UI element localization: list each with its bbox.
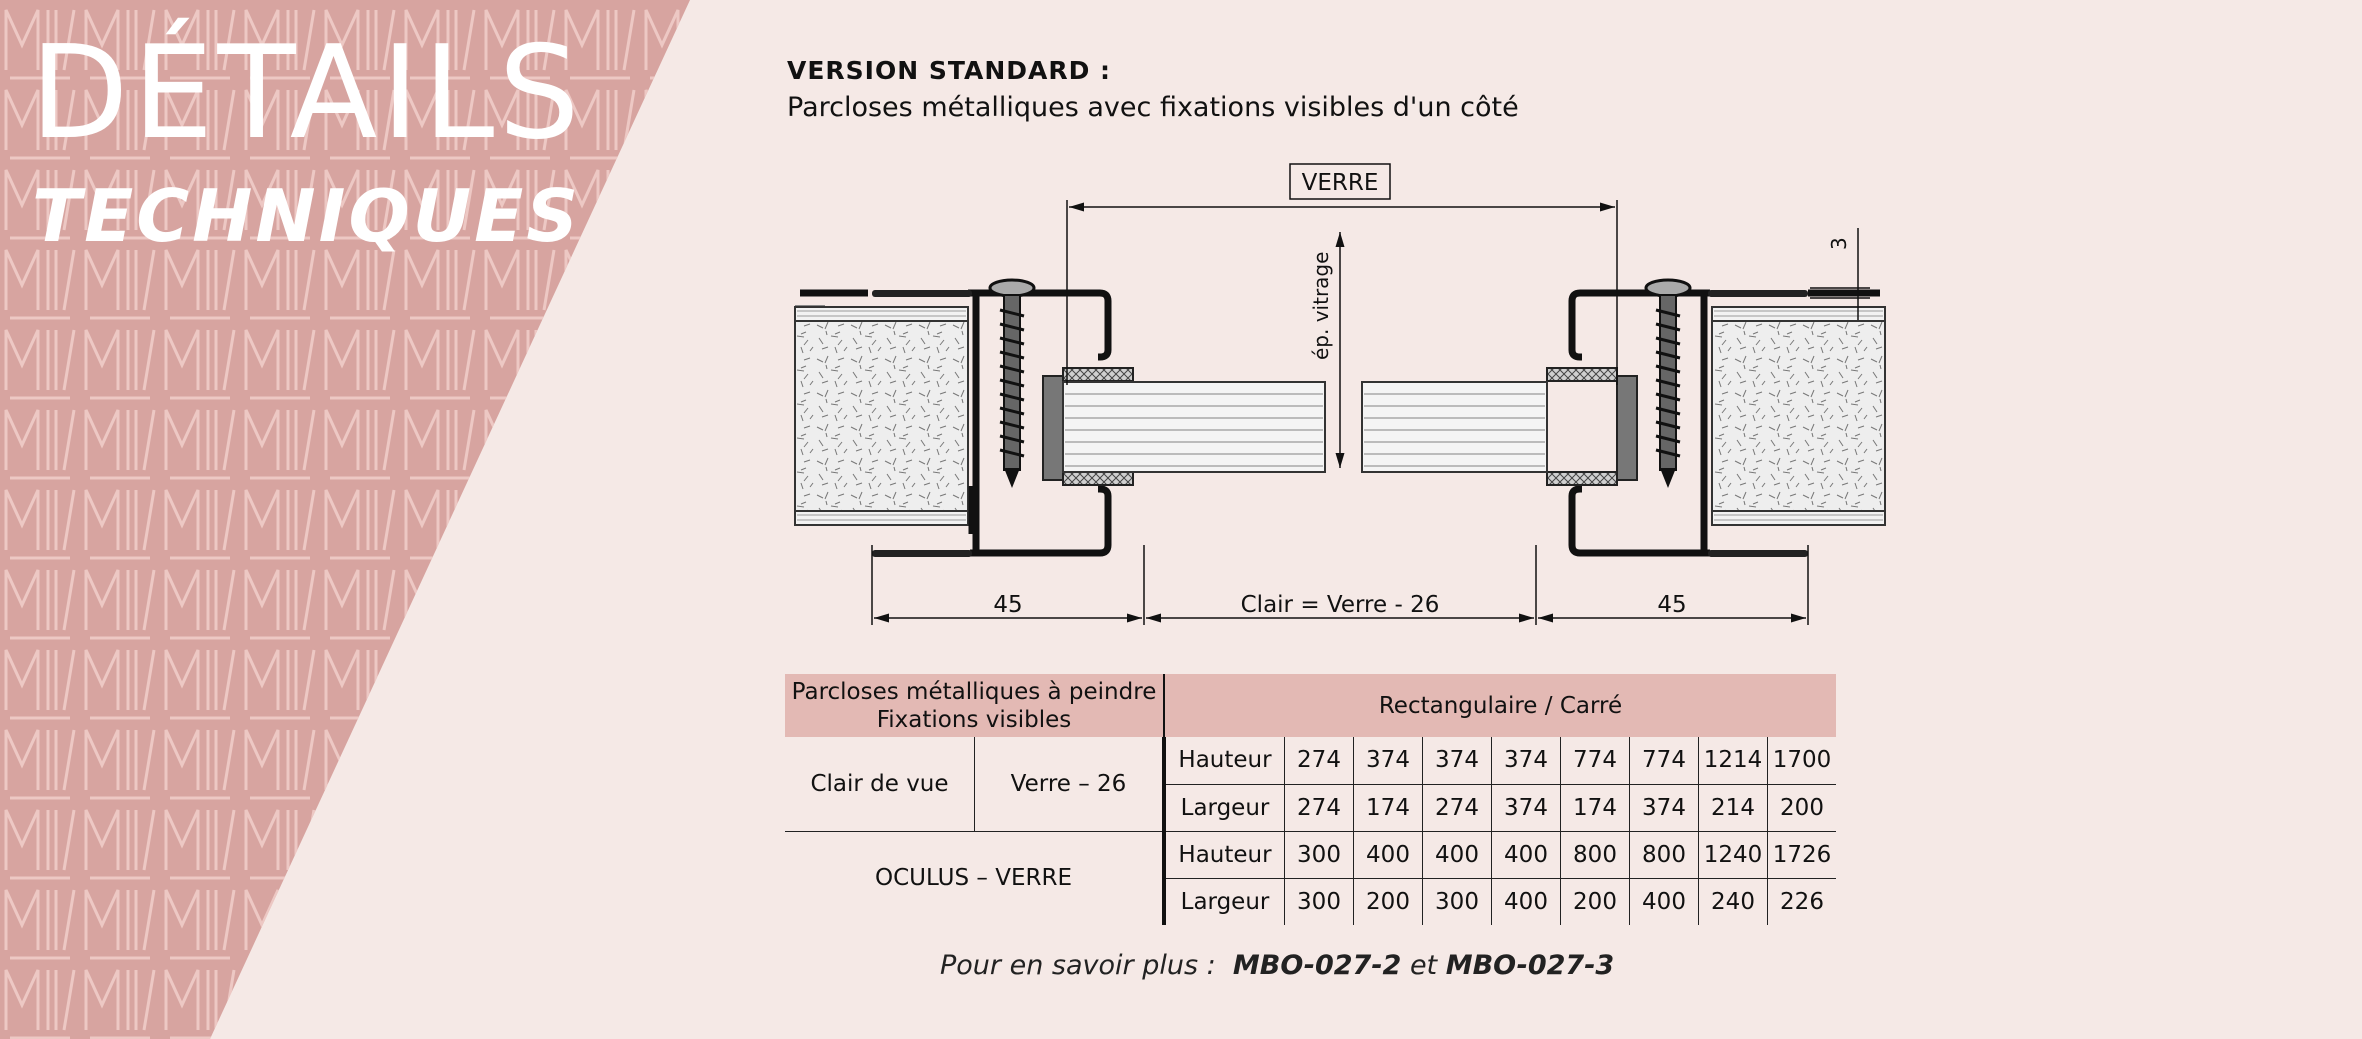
right-door-leaf [1712,307,1885,525]
table-cell: 200 [1768,784,1837,831]
reference-link-2[interactable]: MBO-027-3 [1445,950,1615,981]
glass-thickness-label: ép. vitrage [1309,251,1333,360]
hero-title: DÉTAILS [30,19,584,168]
offset-dimension: 3 [1827,237,1851,250]
table-cell: 400 [1492,831,1561,878]
table-cell: 1700 [1768,737,1837,784]
more-info-note [940,950,1614,981]
table-cell: 274 [1285,784,1354,831]
table-cell: 800 [1561,831,1630,878]
table-cell: 274 [1285,737,1354,784]
table-cell: 300 [1285,878,1354,925]
table-cell: 274 [1423,784,1492,831]
table-cell: 374 [1423,737,1492,784]
dimension-label-width: Largeur [1164,784,1285,831]
table-cell: 774 [1630,737,1699,784]
table-cell: 374 [1630,784,1699,831]
table-cell: 226 [1768,878,1837,925]
more-info-prefix: Pour en savoir plus : [940,950,1216,981]
table-cell: 300 [1285,831,1354,878]
table-cell: 214 [1699,784,1768,831]
group-label-oculus: OCULUS – VERRE [875,865,1072,892]
table-cell: 800 [1630,831,1699,878]
table-cell: 200 [1354,878,1423,925]
table-cell: 774 [1561,737,1630,784]
table-header-left [785,674,1164,737]
dimension-label-height: Hauteur [1164,737,1285,784]
table-cell: 1240 [1699,831,1768,878]
table-header-line-2: Fixations visibles [876,706,1072,733]
dimension-label-width: Largeur [1164,878,1285,925]
dimension-label-height: Hauteur [1164,831,1285,878]
group-label-clear-view: Clair de vue [785,737,975,831]
table-cell: 240 [1699,878,1768,925]
table-cell: 300 [1423,878,1492,925]
table-row [785,831,1836,878]
table-cell: 1726 [1768,831,1837,878]
table-cell: 400 [1492,878,1561,925]
group-sub-label: Verre – 26 [975,737,1165,831]
left-screw [990,280,1034,488]
more-info-join: et [1409,950,1438,981]
right-width-dimension: 45 [1657,592,1687,618]
table-cell: 400 [1423,831,1492,878]
table-header-right: Rectangulaire / Carré [1164,674,1836,737]
table-cell: 1214 [1699,737,1768,784]
table-row [785,737,1836,784]
cross-section-drawing [780,150,1920,640]
version-subtitle: Parcloses métalliques avec fixations visibles d'un côté [787,92,1519,123]
glass-label: VERRE [1301,170,1379,196]
hero-subtitle: TECHNIQUES [32,174,582,258]
left-width-dimension: 45 [993,592,1023,618]
table-cell: 400 [1630,878,1699,925]
table-header-line-1: Parcloses métalliques à peindre [791,678,1157,705]
clear-opening-dimension: Clair = Verre - 26 [1240,592,1440,618]
table-cell: 200 [1561,878,1630,925]
right-screw [1646,280,1690,488]
dimensions-table [785,674,1836,925]
table-cell: 400 [1354,831,1423,878]
reference-link-1[interactable]: MBO-027-2 [1232,950,1402,981]
table-cell: 374 [1492,784,1561,831]
version-title: VERSION STANDARD : [787,56,1112,85]
table-cell: 374 [1354,737,1423,784]
glass-pane [1063,382,1547,472]
left-door-leaf [795,305,968,525]
table-cell: 174 [1354,784,1423,831]
table-cell: 174 [1561,784,1630,831]
table-cell: 374 [1492,737,1561,784]
